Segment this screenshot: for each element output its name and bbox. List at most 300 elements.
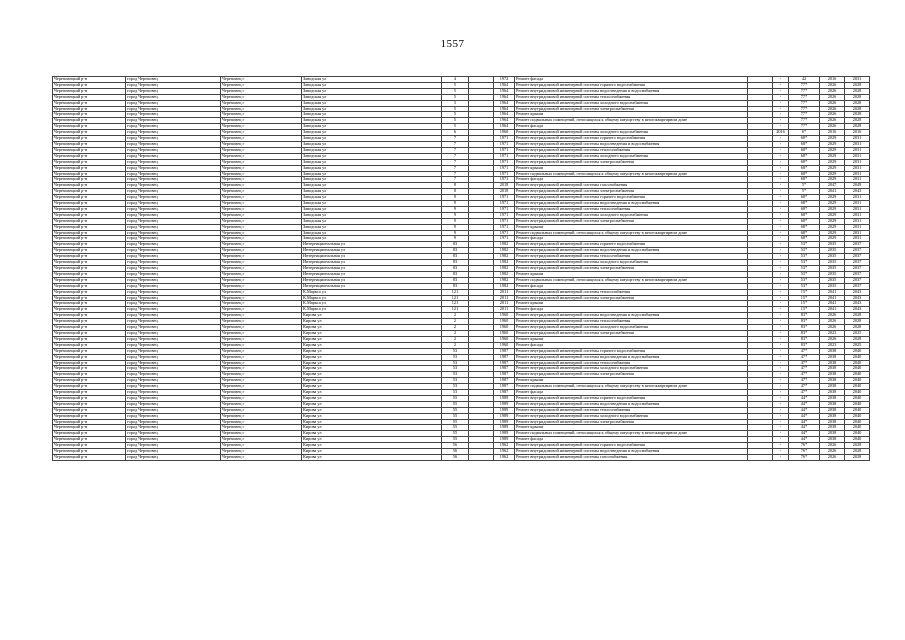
cell-from: 2026 [820, 112, 845, 118]
cell-from: 2038 [820, 413, 845, 419]
cell-municipality: город Череповец [126, 230, 221, 236]
cell-street: Интернациональная ул [302, 254, 442, 260]
cell-municipality: город Череповец [126, 94, 221, 100]
cell-year: 2018 [494, 183, 515, 189]
cell-prev: - [773, 271, 789, 277]
cell-work: Ремонт внутридомовой инженерной системы электроснабжения [515, 372, 748, 378]
cell-house: 9 [442, 224, 469, 230]
cell-town: Череповец г [221, 336, 302, 342]
cell-house: 7 [442, 165, 469, 171]
cell-municipality: город Череповец [126, 395, 221, 401]
cell-wear: 68* [789, 212, 820, 218]
cell-town: Череповец г [221, 384, 302, 390]
cell-town: Череповец г [221, 206, 302, 212]
cell-to: 2028 [845, 82, 870, 88]
cell-to: 2028 [845, 100, 870, 106]
cell-street: Заводская ул [302, 201, 442, 207]
cell-district: Череповецкий р-н [53, 277, 126, 283]
cell-prev: - [773, 88, 789, 94]
cell-town: Череповец г [221, 271, 302, 277]
cell-municipality: город Череповец [126, 242, 221, 248]
cell-work: Ремонт подвальных помещений, относящихся к общему имуществу в многоквартирном доме [515, 171, 748, 177]
cell-year: 1987 [494, 366, 515, 372]
cell-from: 2026 [820, 82, 845, 88]
cell-district: Череповецкий р-н [53, 260, 126, 266]
cell-work: Ремонт подвальных помещений, относящихся к общему имуществу в многоквартирном доме [515, 277, 748, 283]
cell-house: 55 [442, 419, 469, 425]
cell-street: Заводская ул [302, 159, 442, 165]
cell-house: 83 [442, 254, 469, 260]
cell-wear: 47* [789, 360, 820, 366]
cell-from: 2016 [820, 130, 845, 136]
cell-district: Череповецкий р-н [53, 271, 126, 277]
cell-prev: 2016 [773, 130, 789, 136]
cell-town: Череповец г [221, 130, 302, 136]
cell-town: Череповец г [221, 153, 302, 159]
cell-to: 2043 [845, 289, 870, 295]
cell-house: 83 [442, 242, 469, 248]
cell-prev: - [773, 455, 789, 461]
cell-house: 55 [442, 407, 469, 413]
cell-house: 53 [442, 384, 469, 390]
cell-house: 9 [442, 218, 469, 224]
cell-house: 7 [442, 147, 469, 153]
cell-to: 2040 [845, 378, 870, 384]
cell-year: 1964 [494, 112, 515, 118]
cell-municipality: город Череповец [126, 218, 221, 224]
cell-district: Череповецкий р-н [53, 124, 126, 130]
cell-wear: 47* [789, 372, 820, 378]
cell-municipality: город Череповец [126, 136, 221, 142]
cell-to: 2043 [845, 307, 870, 313]
cell-district: Череповецкий р-н [53, 183, 126, 189]
cell-work: Ремонт фасада [515, 342, 748, 348]
cell-house: 6 [442, 130, 469, 136]
cell-district: Череповецкий р-н [53, 236, 126, 242]
cell-work: Ремонт внутридомовой инженерной системы холодного водоснабжения [515, 212, 748, 218]
cell-house: 83 [442, 266, 469, 272]
cell-to: 2031 [845, 201, 870, 207]
cell-street: Заводская ул [302, 100, 442, 106]
cell-work: Ремонт внутридомовой инженерной системы горячего водоснабжения [515, 395, 748, 401]
cell-district: Череповецкий р-н [53, 106, 126, 112]
cell-to: 2028 [845, 319, 870, 325]
cell-house: 7 [442, 177, 469, 183]
cell-district: Череповецкий р-н [53, 195, 126, 201]
cell-year: 1964 [494, 88, 515, 94]
cell-town: Череповец г [221, 413, 302, 419]
cell-wear: 53* [789, 260, 820, 266]
cell-work: Ремонт внутридомовой инженерной системы водоотведения и водоснабжения [515, 248, 748, 254]
cell-prev: - [773, 283, 789, 289]
cell-from: 2038 [820, 390, 845, 396]
cell-municipality: город Череповец [126, 419, 221, 425]
cell-municipality: город Череповец [126, 354, 221, 360]
cell-wear: 76* [789, 449, 820, 455]
cell-wear: 44* [789, 437, 820, 443]
cell-house: 5 [442, 100, 469, 106]
cell-work: Ремонт внутридомовой инженерной системы электроснабжения [515, 419, 748, 425]
cell-from: 2026 [820, 94, 845, 100]
cell-street: Кирова ул [302, 431, 442, 437]
cell-prev: - [773, 413, 789, 419]
cell-year: 1989 [494, 437, 515, 443]
cell-town: Череповец г [221, 100, 302, 106]
cell-year: 1982 [494, 266, 515, 272]
cell-town: Череповец г [221, 277, 302, 283]
cell-prev: - [773, 254, 789, 260]
cell-town: Череповец г [221, 330, 302, 336]
cell-wear: 68* [789, 218, 820, 224]
cell-town: Череповец г [221, 230, 302, 236]
cell-wear: 53* [789, 277, 820, 283]
cell-district: Череповецкий р-н [53, 177, 126, 183]
cell-year: 1960 [494, 313, 515, 319]
cell-work: Ремонт фасада [515, 437, 748, 443]
cell-street: Заводская ул [302, 236, 442, 242]
cell-district: Череповецкий р-н [53, 437, 126, 443]
cell-house: 4 [442, 77, 469, 83]
cell-prev: - [773, 330, 789, 336]
cell-district: Череповецкий р-н [53, 201, 126, 207]
cell-year: 1962 [494, 449, 515, 455]
cell-town: Череповец г [221, 147, 302, 153]
cell-street: Кирова ул [302, 342, 442, 348]
cell-to: 2028 [845, 449, 870, 455]
cell-town: Череповец г [221, 366, 302, 372]
cell-municipality: город Череповец [126, 82, 221, 88]
cell-year: 1971 [494, 212, 515, 218]
cell-house: 7 [442, 141, 469, 147]
cell-prev: - [773, 419, 789, 425]
cell-street: Кирова ул [302, 390, 442, 396]
cell-from: 2029 [820, 230, 845, 236]
cell-work: Ремонт внутридомовой инженерной системы теплоснабжения [515, 319, 748, 325]
cell-wear: 53* [789, 266, 820, 272]
cell-year: 1989 [494, 431, 515, 437]
cell-from: 2029 [820, 212, 845, 218]
cell-municipality: город Череповец [126, 437, 221, 443]
cell-house: 7 [442, 171, 469, 177]
cell-municipality: город Череповец [126, 413, 221, 419]
cell-street: Кирова ул [302, 330, 442, 336]
cell-work: Ремонт крыши [515, 336, 748, 342]
cell-municipality: город Череповец [126, 449, 221, 455]
cell-prev: - [773, 82, 789, 88]
cell-street: Кирова ул [302, 443, 442, 449]
cell-wear: 47* [789, 390, 820, 396]
cell-empty [748, 455, 773, 461]
cell-house: 83 [442, 248, 469, 254]
cell-street: Кирова ул [302, 419, 442, 425]
cell-town: Череповец г [221, 254, 302, 260]
cell-wear: 15* [789, 301, 820, 307]
cell-prev: - [773, 289, 789, 295]
cell-to: 2031 [845, 177, 870, 183]
cell-house: 53 [442, 348, 469, 354]
cell-from: 2029 [820, 224, 845, 230]
cell-prev: - [773, 242, 789, 248]
cell-prev: - [773, 236, 789, 242]
cell-municipality: город Череповец [126, 106, 221, 112]
cell-district: Череповецкий р-н [53, 342, 126, 348]
cell-prev: - [773, 342, 789, 348]
cell-to: 2031 [845, 77, 870, 83]
cell-year: 1989 [494, 395, 515, 401]
cell-to: 2025 [845, 342, 870, 348]
cell-municipality: город Череповец [126, 342, 221, 348]
cell-house: 53 [442, 360, 469, 366]
cell-prev: - [773, 230, 789, 236]
cell-prev: - [773, 360, 789, 366]
cell-wear: 83* [789, 319, 820, 325]
cell-to: 2040 [845, 413, 870, 419]
cell-year: 2011 [494, 307, 515, 313]
cell-street: Заводская ул [302, 124, 442, 130]
cell-district: Череповецкий р-н [53, 336, 126, 342]
cell-town: Череповец г [221, 224, 302, 230]
cell-municipality: город Череповец [126, 372, 221, 378]
cell-to: 2031 [845, 159, 870, 165]
cell-municipality: город Череповец [126, 401, 221, 407]
cell-municipality: город Череповец [126, 431, 221, 437]
cell-prev: - [773, 195, 789, 201]
cell-town: Череповец г [221, 295, 302, 301]
cell-work: Ремонт внутридомовой инженерной системы водоотведения и водоснабжения [515, 313, 748, 319]
cell-work: Ремонт внутридомовой инженерной системы холодного водоснабжения [515, 325, 748, 331]
cell-year: 1982 [494, 260, 515, 266]
cell-district: Череповецкий р-н [53, 425, 126, 431]
cell-wear: 77* [789, 118, 820, 124]
cell-year: 1971 [494, 159, 515, 165]
cell-wear: 53* [789, 271, 820, 277]
cell-town: Череповец г [221, 325, 302, 331]
cell-municipality: город Череповец [126, 289, 221, 295]
cell-from: 2029 [820, 153, 845, 159]
cell-year: 1971 [494, 201, 515, 207]
cell-prev: - [773, 319, 789, 325]
cell-work: Ремонт крыши [515, 301, 748, 307]
cell-district: Череповецкий р-н [53, 407, 126, 413]
cell-municipality: город Череповец [126, 130, 221, 136]
cell-work: Ремонт крыши [515, 224, 748, 230]
cell-from: 2038 [820, 378, 845, 384]
cell-prev: - [773, 183, 789, 189]
cell-prev: - [773, 153, 789, 159]
cell-year: 1971 [494, 224, 515, 230]
cell-house: 83 [442, 277, 469, 283]
cell-work: Ремонт внутридомовой инженерной системы теплоснабжения [515, 94, 748, 100]
cell-district: Череповецкий р-н [53, 431, 126, 437]
cell-to: 2031 [845, 230, 870, 236]
cell-work: Ремонт внутридомовой инженерной системы горячего водоснабжения [515, 348, 748, 354]
cell-to: 2028 [845, 88, 870, 94]
cell-municipality: город Череповец [126, 283, 221, 289]
cell-year: 1971 [494, 206, 515, 212]
cell-wear: 77* [789, 100, 820, 106]
cell-from: 2026 [820, 88, 845, 94]
cell-work: Ремонт внутридомовой инженерной системы холодного водоснабжения [515, 100, 748, 106]
cell-district: Череповецкий р-н [53, 372, 126, 378]
cell-from: 2029 [820, 195, 845, 201]
cell-town: Череповец г [221, 319, 302, 325]
cell-house: 2 [442, 342, 469, 348]
cell-district: Череповецкий р-н [53, 171, 126, 177]
cell-municipality: город Череповец [126, 201, 221, 207]
cell-from: 2029 [820, 165, 845, 171]
cell-from: 2029 [820, 206, 845, 212]
cell-municipality: город Череповец [126, 336, 221, 342]
cell-house: 5 [442, 88, 469, 94]
cell-to: 2037 [845, 283, 870, 289]
cell-house: 55 [442, 401, 469, 407]
cell-from: 2035 [820, 242, 845, 248]
cell-prev: - [773, 100, 789, 106]
cell-house: 55 [442, 431, 469, 437]
cell-street: К.Маркса ул [302, 295, 442, 301]
cell-district: Череповецкий р-н [53, 401, 126, 407]
cell-town: Череповец г [221, 313, 302, 319]
cell-street: Кирова ул [302, 366, 442, 372]
cell-year: 1960 [494, 330, 515, 336]
cell-district: Череповецкий р-н [53, 330, 126, 336]
cell-town: Череповец г [221, 419, 302, 425]
cell-municipality: город Череповец [126, 183, 221, 189]
cell-work: Ремонт внутридомовой инженерной системы горячего водоснабжения [515, 443, 748, 449]
cell-municipality: город Череповец [126, 195, 221, 201]
cell-wear: 47* [789, 354, 820, 360]
cell-town: Череповец г [221, 390, 302, 396]
cell-wear: 77* [789, 124, 820, 130]
cell-year: 2011 [494, 289, 515, 295]
cell-year: 1960 [494, 342, 515, 348]
cell-wear: 47* [789, 378, 820, 384]
cell-street: Заводская ул [302, 77, 442, 83]
cell-district: Череповецкий р-н [53, 224, 126, 230]
cell-district: Череповецкий р-н [53, 141, 126, 147]
cell-work: Ремонт внутридомовой инженерной системы газоснабжения [515, 455, 748, 461]
cell-to: 2031 [845, 212, 870, 218]
cell-work: Ремонт фасада [515, 236, 748, 242]
cell-year: 1982 [494, 283, 515, 289]
cell-work: Ремонт внутридомовой инженерной системы электроснабжения [515, 106, 748, 112]
cell-from: 2026 [820, 319, 845, 325]
cell-wear: 68* [789, 177, 820, 183]
cell-from: 2029 [820, 201, 845, 207]
cell-district: Череповецкий р-н [53, 147, 126, 153]
cell-municipality: город Череповец [126, 254, 221, 260]
cell-to: 2016 [845, 130, 870, 136]
cell-prev: - [773, 206, 789, 212]
cell-year: 1971 [494, 147, 515, 153]
cell-to: 2040 [845, 366, 870, 372]
cell-district: Череповецкий р-н [53, 325, 126, 331]
cell-street: Заводская ул [302, 206, 442, 212]
cell-town: Череповец г [221, 395, 302, 401]
cell-prev: - [773, 395, 789, 401]
cell-wear: 83* [789, 313, 820, 319]
cell-from: 2038 [820, 372, 845, 378]
cell-wear: 53* [789, 248, 820, 254]
cell-wear: 77* [789, 82, 820, 88]
cell-street: Заводская ул [302, 118, 442, 124]
cell-from: 2029 [820, 171, 845, 177]
cell-work: Ремонт внутридомовой инженерной системы горячего водоснабжения [515, 195, 748, 201]
cell-work: Ремонт подвальных помещений, относящихся к общему имуществу в многоквартирном доме [515, 118, 748, 124]
cell-year: 1971 [494, 153, 515, 159]
cell-from: 2029 [820, 159, 845, 165]
cell-prev: - [773, 141, 789, 147]
cell-to: 2037 [845, 266, 870, 272]
cell-town: Череповец г [221, 449, 302, 455]
cell-wear: 77* [789, 88, 820, 94]
cell-year: 1987 [494, 372, 515, 378]
cell-district: Череповецкий р-н [53, 112, 126, 118]
cell-municipality: город Череповец [126, 165, 221, 171]
cell-from: 2029 [820, 147, 845, 153]
cell-work: Ремонт внутридомовой инженерной системы теплоснабжения [515, 360, 748, 366]
cell-to: 2037 [845, 271, 870, 277]
cell-wear: 68* [789, 206, 820, 212]
cell-house: 9 [442, 230, 469, 236]
cell-prev: - [773, 295, 789, 301]
cell-from: 2029 [820, 177, 845, 183]
cell-house: 8 [442, 189, 469, 195]
cell-year: 1964 [494, 106, 515, 112]
cell-from: 2023 [820, 342, 845, 348]
cell-from: 2035 [820, 254, 845, 260]
cell-house: 9 [442, 206, 469, 212]
cell-street: Интернациональная ул [302, 260, 442, 266]
cell-street: Заводская ул [302, 224, 442, 230]
cell-house: 53 [442, 378, 469, 384]
cell-to: 2043 [845, 295, 870, 301]
cell-municipality: город Череповец [126, 407, 221, 413]
cell-prev: - [773, 118, 789, 124]
cell-street: Кирова ул [302, 407, 442, 413]
cell-to: 2040 [845, 437, 870, 443]
cell-wear: 68* [789, 201, 820, 207]
cell-district: Череповецкий р-н [53, 153, 126, 159]
cell-from: 2041 [820, 301, 845, 307]
cell-from: 2026 [820, 443, 845, 449]
cell-prev: - [773, 390, 789, 396]
cell-street: Заводская ул [302, 82, 442, 88]
cell-town: Череповец г [221, 425, 302, 431]
cell-work: Ремонт внутридомовой инженерной системы водоотведения и водоснабжения [515, 88, 748, 94]
cell-district: Череповецкий р-н [53, 319, 126, 325]
cell-wear: 44* [789, 425, 820, 431]
cell-from: 2023 [820, 330, 845, 336]
cell-work: Ремонт внутридомовой инженерной системы водоотведения и водоснабжения [515, 449, 748, 455]
cell-district: Череповецкий р-н [53, 88, 126, 94]
cell-from: 2026 [820, 313, 845, 319]
cell-year: 1971 [494, 236, 515, 242]
cell-street: Кирова ул [302, 425, 442, 431]
cell-year: 1971 [494, 195, 515, 201]
cell-wear: 6* [789, 130, 820, 136]
cell-district: Череповецкий р-н [53, 165, 126, 171]
cell-work: Ремонт внутридомовой инженерной системы теплоснабжения [515, 289, 748, 295]
cell-house: 121 [442, 289, 469, 295]
cell-municipality: город Череповец [126, 171, 221, 177]
cell-year: 1964 [494, 94, 515, 100]
cell-to: 2025 [845, 330, 870, 336]
cell-town: Череповец г [221, 189, 302, 195]
cell-house: 2 [442, 313, 469, 319]
cell-work: Ремонт внутридомовой инженерной системы водоотведения и водоснабжения [515, 401, 748, 407]
cell-street: Заводская ул [302, 195, 442, 201]
